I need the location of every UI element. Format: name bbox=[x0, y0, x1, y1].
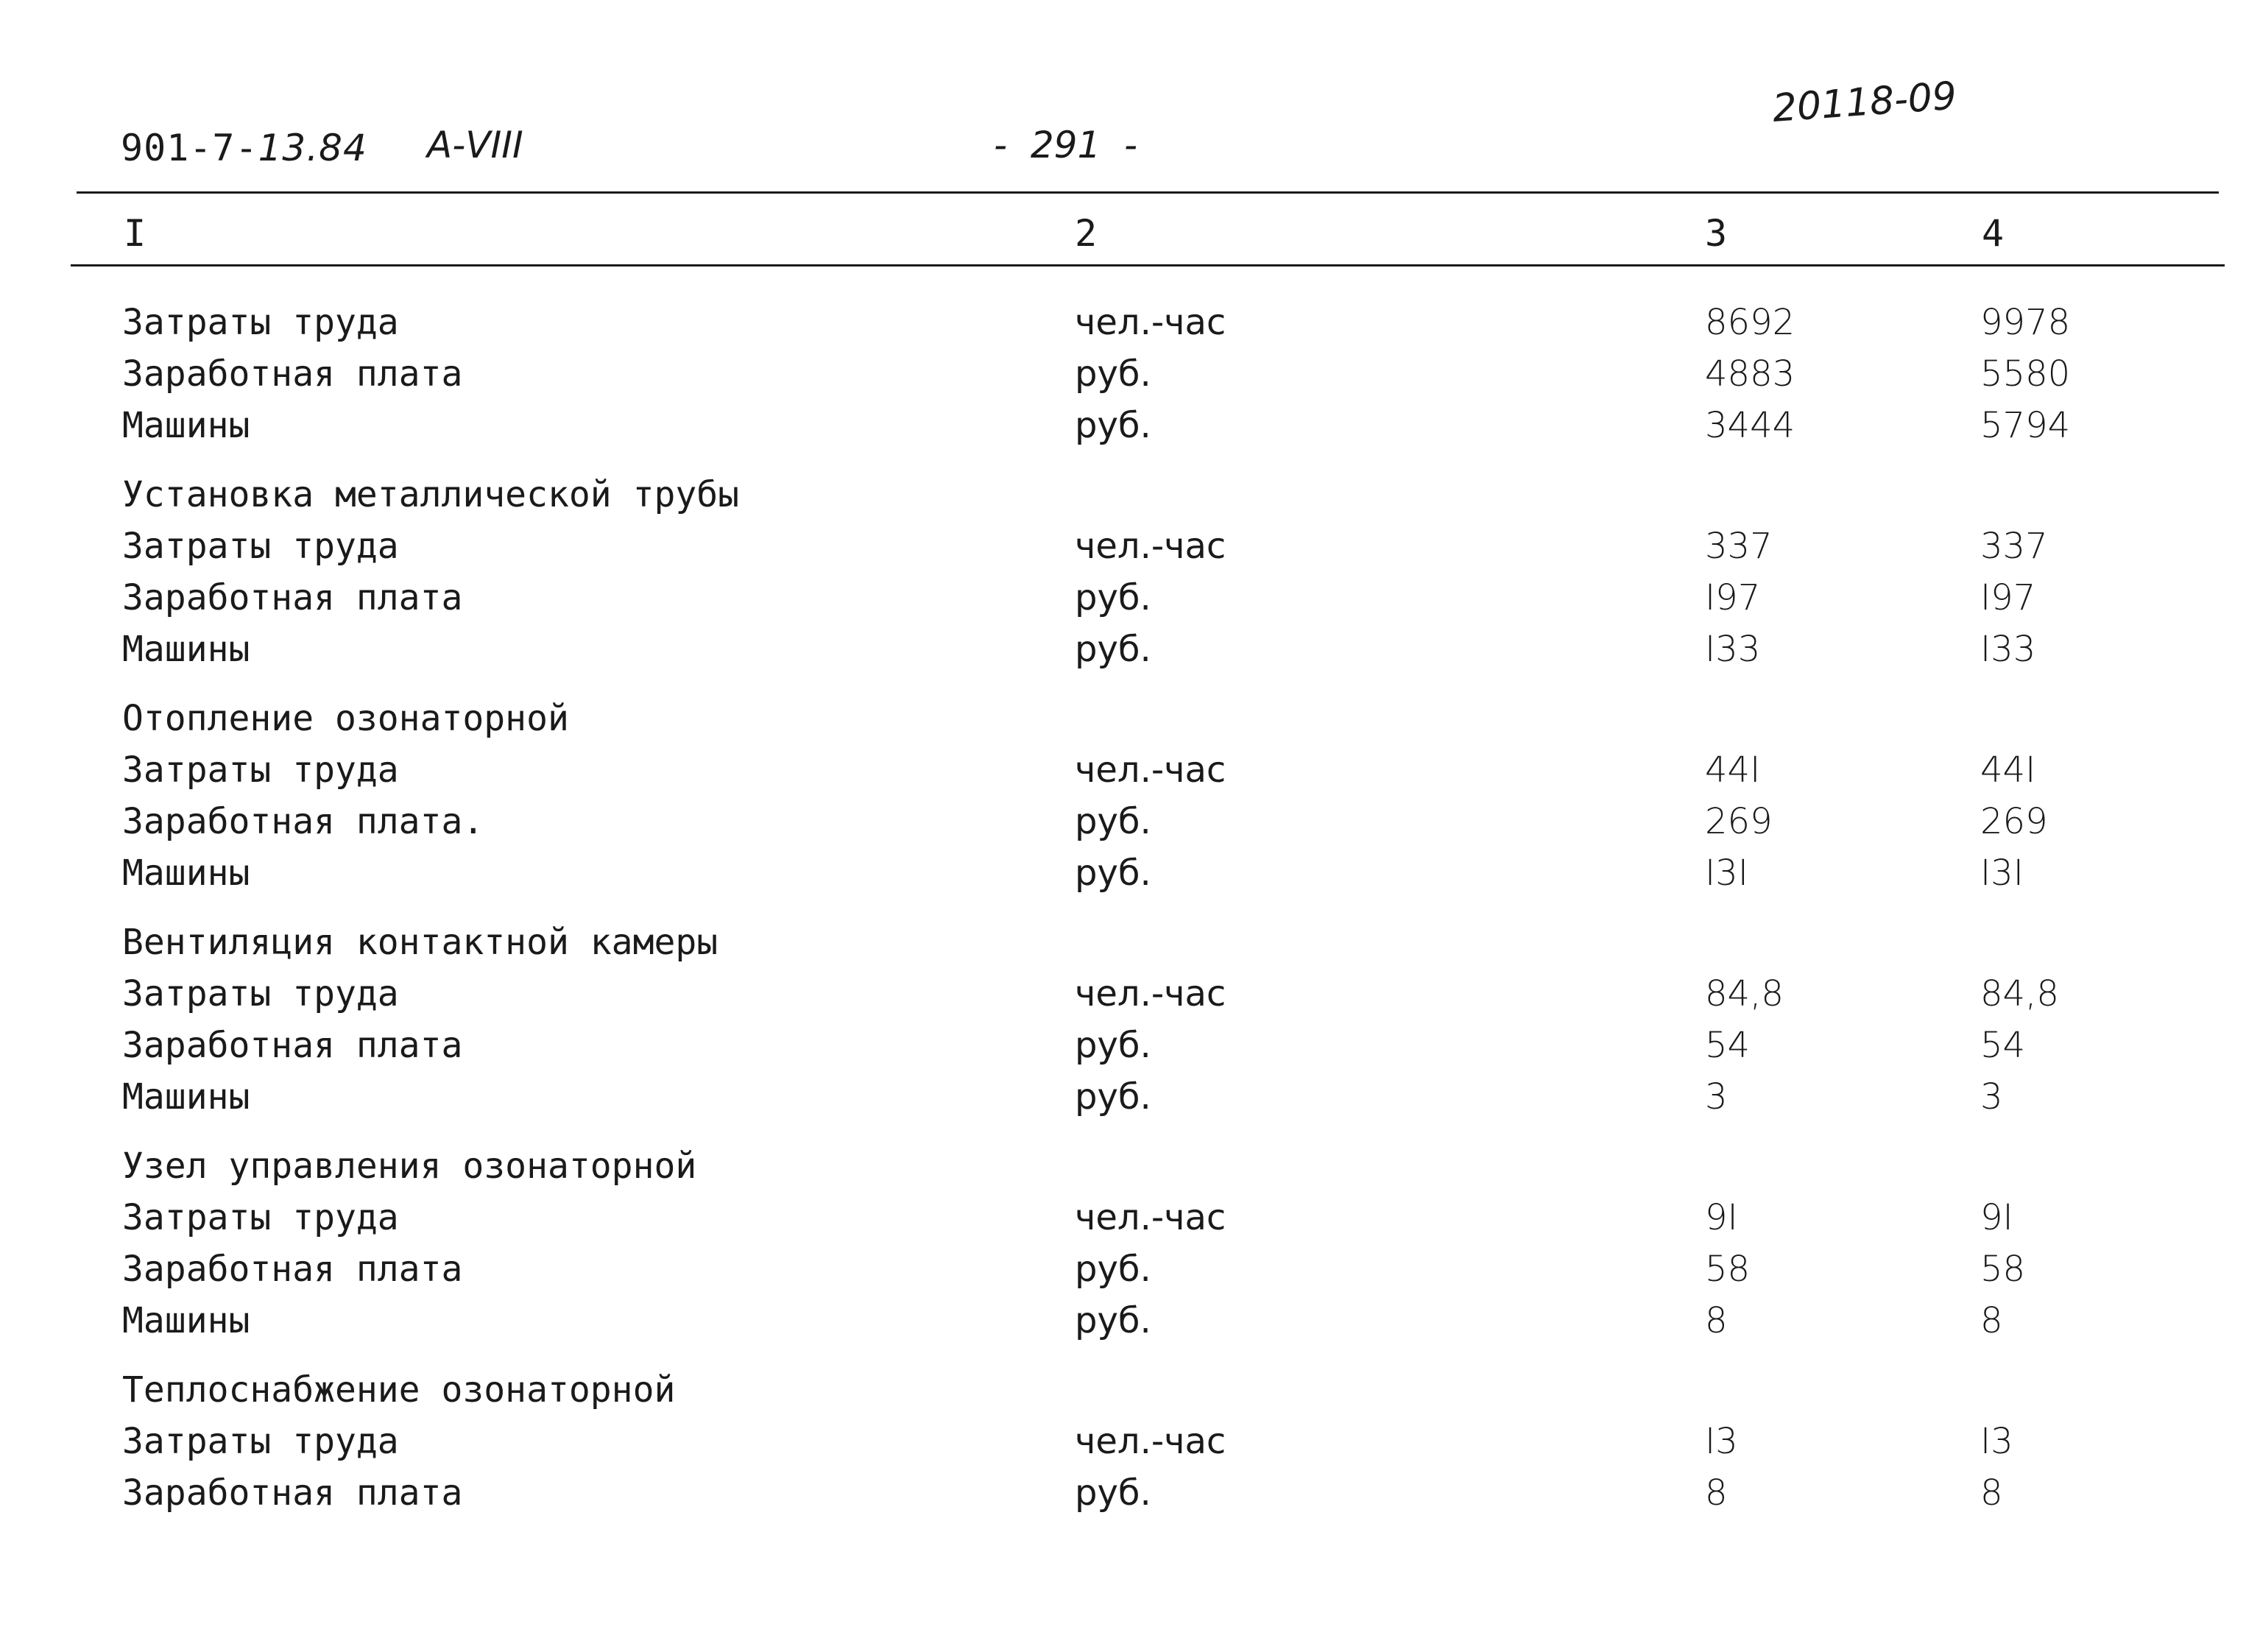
row-unit: руб. bbox=[1075, 1300, 1151, 1341]
row-value-col3: 4883 bbox=[1705, 353, 1795, 395]
row-label: Узел управления озонаторной bbox=[122, 1146, 697, 1187]
row-value-col4: 337 bbox=[1980, 526, 2048, 567]
header-top-rule bbox=[77, 191, 2219, 194]
row-value-col3: I3I bbox=[1705, 853, 1748, 894]
row-value-col3: I33 bbox=[1705, 629, 1761, 670]
row-value-col3: 84,8 bbox=[1705, 973, 1784, 1014]
row-value-col3: 8 bbox=[1705, 1300, 1728, 1341]
row-value-col3: 337 bbox=[1705, 526, 1773, 567]
document-code-typed: 901-7- bbox=[121, 127, 258, 169]
row-unit: чел.-час bbox=[1075, 973, 1226, 1014]
row-label: Затраты труда bbox=[122, 526, 399, 567]
header-bottom-rule bbox=[71, 264, 2225, 266]
row-unit: руб. bbox=[1075, 853, 1151, 894]
table-row bbox=[0, 851, 2260, 895]
row-unit: руб. bbox=[1075, 1076, 1151, 1118]
row-label: Машины bbox=[122, 853, 250, 894]
section-heading-row bbox=[0, 473, 2260, 517]
table-row bbox=[0, 972, 2260, 1016]
row-value-col3: 44I bbox=[1705, 749, 1761, 791]
row-unit: руб. bbox=[1075, 577, 1151, 618]
table-row bbox=[0, 352, 2260, 396]
table-row bbox=[0, 799, 2260, 844]
row-value-col4: 5794 bbox=[1980, 405, 2071, 446]
row-value-col4: 269 bbox=[1980, 801, 2048, 842]
table-row bbox=[0, 1196, 2260, 1240]
row-value-col3: 269 bbox=[1705, 801, 1773, 842]
row-label: Теплоснабжение озонаторной bbox=[122, 1369, 676, 1411]
table-row bbox=[0, 576, 2260, 620]
column-header-3: 3 bbox=[1705, 212, 1728, 255]
row-value-col3: I97 bbox=[1705, 577, 1761, 618]
page-number: - 291 - bbox=[994, 124, 1138, 166]
row-label: Установка металлической трубы bbox=[122, 474, 740, 515]
row-label: Машины bbox=[122, 1076, 250, 1118]
row-value-col3: 8692 bbox=[1705, 302, 1795, 343]
document-code bbox=[121, 127, 367, 169]
column-header-1: I bbox=[124, 212, 146, 255]
section-heading-row bbox=[0, 1368, 2260, 1412]
row-unit: чел.-час bbox=[1075, 302, 1226, 343]
row-value-col3: 8 bbox=[1705, 1472, 1728, 1514]
row-label: Машины bbox=[122, 405, 250, 446]
row-unit: руб. bbox=[1075, 353, 1151, 395]
row-value-col3: 9I bbox=[1705, 1197, 1738, 1238]
row-value-col4: 8 bbox=[1980, 1472, 2003, 1514]
column-header-4: 4 bbox=[1982, 212, 2005, 255]
row-label: Заработная плата. bbox=[122, 801, 484, 842]
row-label: Заработная плата bbox=[122, 353, 463, 395]
table-row bbox=[0, 1023, 2260, 1067]
row-value-col4: 3 bbox=[1980, 1076, 2003, 1118]
section-heading-row bbox=[0, 920, 2260, 964]
row-value-col3: I3 bbox=[1705, 1421, 1738, 1462]
row-unit: руб. bbox=[1075, 1472, 1151, 1514]
row-unit: руб. bbox=[1075, 629, 1151, 670]
row-label: Затраты труда bbox=[122, 973, 399, 1014]
row-unit: чел.-час bbox=[1075, 1421, 1226, 1462]
row-label: Машины bbox=[122, 629, 250, 670]
row-label: Затраты труда bbox=[122, 1421, 399, 1462]
table-row bbox=[0, 403, 2260, 448]
row-label: Затраты труда bbox=[122, 1197, 399, 1238]
row-unit: чел.-час bbox=[1075, 1197, 1226, 1238]
row-unit: чел.-час bbox=[1075, 526, 1226, 567]
row-value-col4: 5580 bbox=[1980, 353, 2071, 395]
row-unit: руб. bbox=[1075, 801, 1151, 842]
column-header-2: 2 bbox=[1075, 212, 1098, 255]
table-row bbox=[0, 1247, 2260, 1291]
table-row bbox=[0, 1299, 2260, 1343]
row-value-col4: I3I bbox=[1980, 853, 2024, 894]
table-row bbox=[0, 524, 2260, 568]
row-unit: руб. bbox=[1075, 1025, 1151, 1066]
row-label: Отопление озонаторной bbox=[122, 698, 569, 739]
row-value-col4: 9I bbox=[1980, 1197, 2013, 1238]
document-code-handwritten: 13.84 bbox=[258, 127, 367, 169]
row-label: Заработная плата bbox=[122, 1025, 463, 1066]
row-value-col4: 84,8 bbox=[1980, 973, 2059, 1014]
row-label: Машины bbox=[122, 1300, 250, 1341]
row-value-col3: 54 bbox=[1705, 1025, 1751, 1066]
row-value-col4: 58 bbox=[1980, 1249, 2026, 1290]
table-row bbox=[0, 1419, 2260, 1464]
row-label: Вентиляция контактной камеры bbox=[122, 922, 718, 963]
row-unit: чел.-час bbox=[1075, 749, 1226, 791]
row-value-col4: 8 bbox=[1980, 1300, 2003, 1341]
row-label: Затраты труда bbox=[122, 302, 399, 343]
row-unit: руб. bbox=[1075, 1249, 1151, 1290]
sheet-label: А-VIII bbox=[427, 124, 523, 166]
section-heading-row bbox=[0, 696, 2260, 741]
row-value-col3: 3444 bbox=[1705, 405, 1795, 446]
row-value-col4: I3 bbox=[1980, 1421, 2013, 1462]
row-value-col4: 9978 bbox=[1980, 302, 2071, 343]
row-label: Заработная плата bbox=[122, 1249, 463, 1290]
row-value-col4: 54 bbox=[1980, 1025, 2026, 1066]
table-row bbox=[0, 748, 2260, 792]
row-unit: руб. bbox=[1075, 405, 1151, 446]
section-heading-row bbox=[0, 1144, 2260, 1188]
row-label: Заработная плата bbox=[122, 1472, 463, 1514]
row-value-col4: I33 bbox=[1980, 629, 2036, 670]
table-row bbox=[0, 1471, 2260, 1515]
row-value-col4: I97 bbox=[1980, 577, 2036, 618]
row-value-col3: 3 bbox=[1705, 1076, 1728, 1118]
row-value-col3: 58 bbox=[1705, 1249, 1751, 1290]
row-label: Заработная плата bbox=[122, 577, 463, 618]
table-row bbox=[0, 1075, 2260, 1119]
table-row bbox=[0, 627, 2260, 671]
row-value-col4: 44I bbox=[1980, 749, 2036, 791]
inventory-number: 20118-09 bbox=[1770, 74, 1958, 131]
table-row bbox=[0, 300, 2260, 345]
row-label: Затраты труда bbox=[122, 749, 399, 791]
